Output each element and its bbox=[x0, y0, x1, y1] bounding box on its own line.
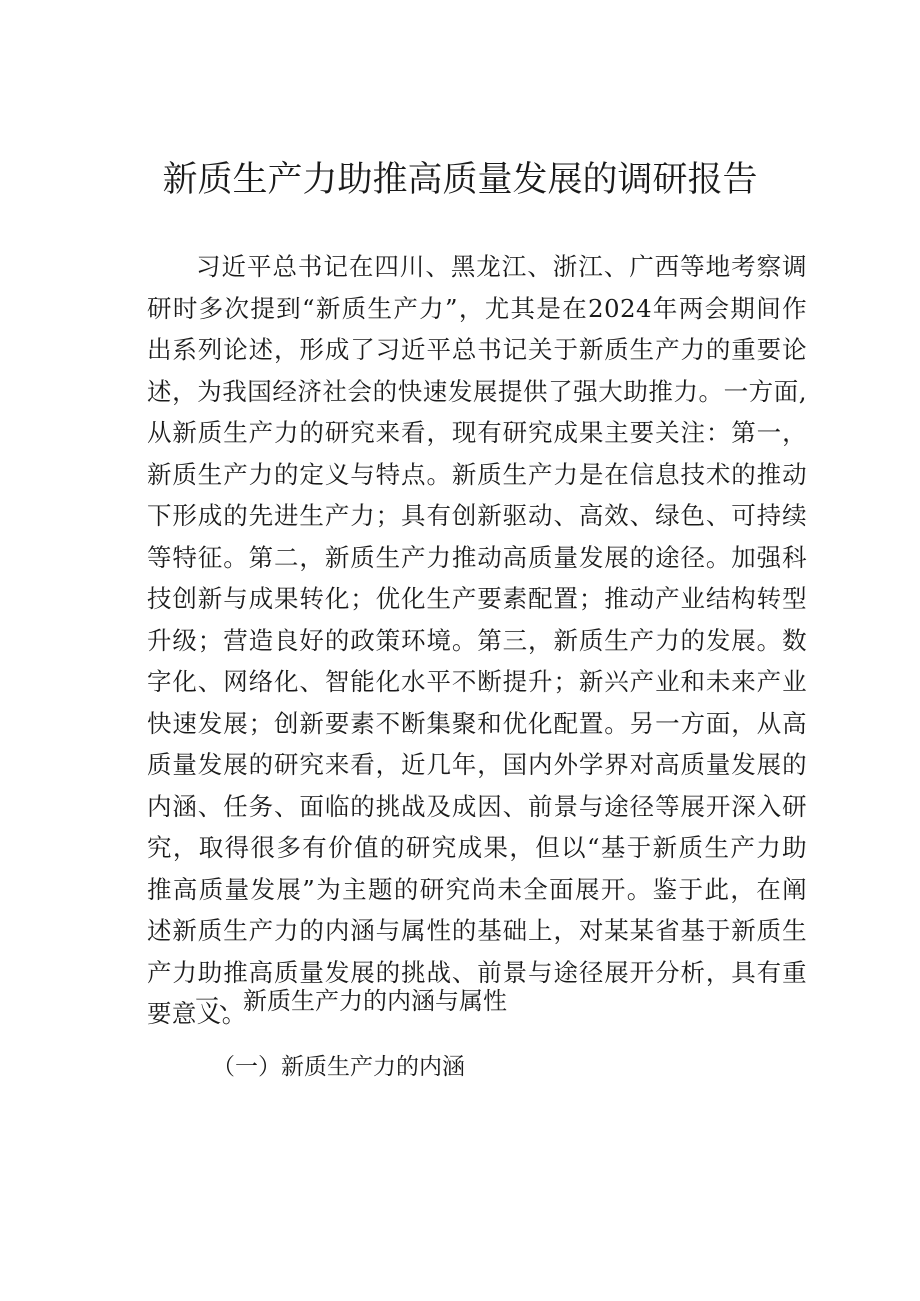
subsection-heading: （一）新质生产力的内涵 bbox=[212, 1054, 465, 1080]
section-heading: 一、新质生产力的内涵与属性 bbox=[195, 987, 507, 1015]
intro-paragraph: 习近平总书记在四川、黑龙江、浙江、广西等地考察调研时多次提到“新质生产力”，尤其是在2024年两会期间作出系列论述，形成了习近平总书记关于新质生产力的重要论述，为我国经济社会的快速发展提供了强大助推力。一方面,从新质生产力的研究来看，现有研究成果主要关注：第一，新质生产力的定义与特点。新质生产力是在信息技术的推动下形成的先进生产力；具有创新驱动、高效、绿色、可持续等特征。第二，新质生产力推动高质量发展的途径。加强科技创新与成果转化；优化生产要素配置；推动产业结构转型升级；营造良好的政策环境。第三，新质生产力的发展。数字化、网络化、智能化水平不断提升；新兴产业和未来产业快速发展；创新要素不断集聚和优化配置。另一方面，从高质量发展的研究来看，近几年，国内外学界对高质量发展的内涵、任务、面临的挑战及成因、前景与途径等展开深入研究，取得很多有价值的研究成果，但以“基于新质生产力助推高质量发展”为主题的研究尚未全面展开。鉴于此，在阐述新质生产力的内涵与属性的基础上，对某某省基于新质生产力助推高质量发展的挑战、前景与途径展开分析，具有重要意义。 bbox=[147, 252, 807, 1028]
document-title: 新质生产力助推高质量发展的调研报告 bbox=[162, 160, 758, 200]
